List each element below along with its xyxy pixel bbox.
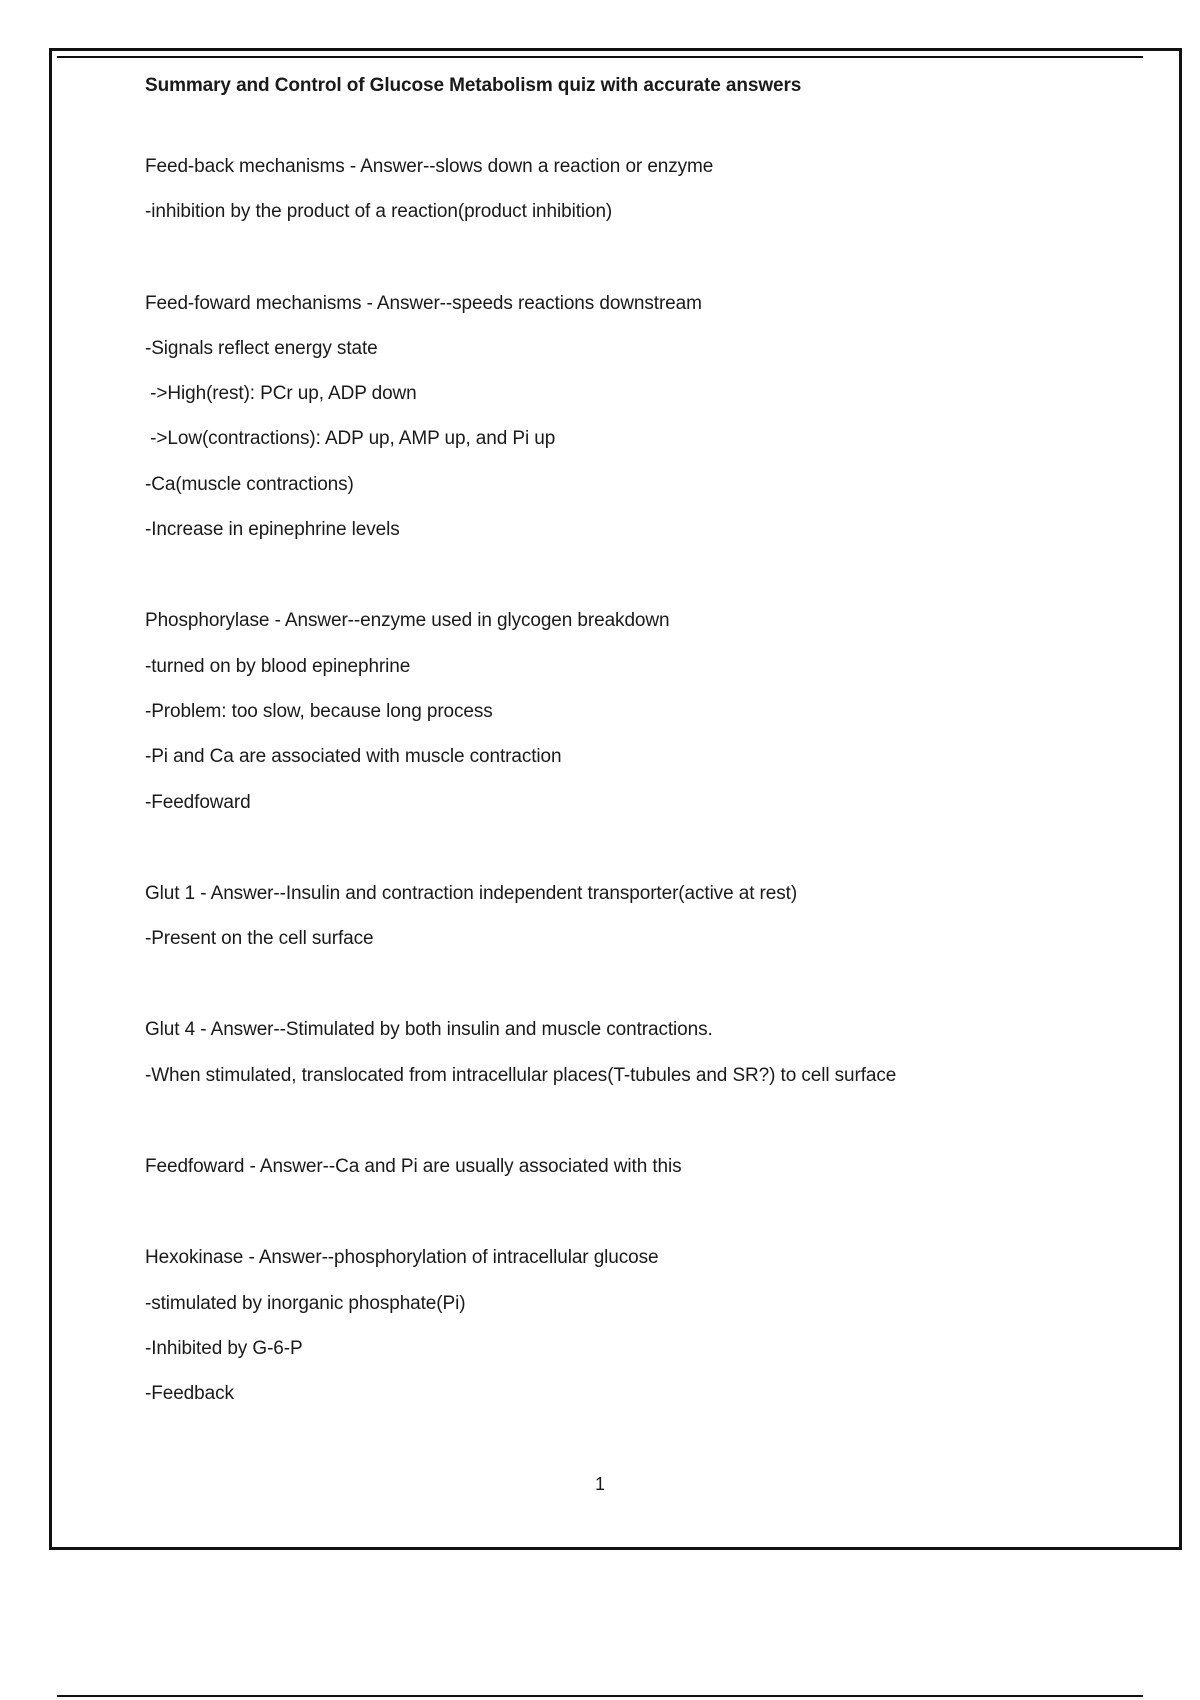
document-title: Summary and Control of Glucose Metabolism quiz with accurate answers	[145, 75, 802, 96]
qa-line: -turned on by blood epinephrine	[145, 655, 411, 677]
document-content	[145, 72, 1145, 1463]
qa-block-phosphorylase	[145, 598, 1145, 824]
qa-line: ->High(rest): PCr up, ADP down	[145, 383, 417, 405]
qa-line: Feed-foward mechanisms - Answer--speeds reactions downstream	[145, 292, 702, 314]
page-number: 1	[594, 1474, 605, 1494]
qa-line: Feedfoward - Answer--Ca and Pi are usually associated with this	[145, 1156, 682, 1178]
qa-line: -Problem: too slow, because long process	[145, 700, 493, 722]
qa-line: -Feedfoward	[145, 791, 251, 813]
qa-line: Feed-back mechanisms - Answer--slows down a reaction or enzyme	[145, 156, 714, 177]
qa-block-hexokinase	[145, 1235, 1145, 1416]
qa-block-feedforward-mechanisms	[145, 281, 1145, 553]
qa-line: -Inhibited by G-6-P	[145, 1337, 303, 1359]
qa-line: -Present on the cell surface	[145, 928, 374, 950]
qa-block-feedback-mechanisms	[145, 144, 1145, 235]
qa-block-glut4	[145, 1007, 1145, 1098]
qa-line: -When stimulated, translocated from intracellular places(T-tubules and SR?) to cell surface	[145, 1064, 897, 1086]
qa-line: Hexokinase - Answer--phosphorylation of intracellular glucose	[145, 1247, 659, 1269]
bottom-rule	[57, 1695, 1143, 1697]
qa-line: Glut 1 - Answer--Insulin and contraction independent transporter(active at rest)	[145, 882, 798, 904]
qa-block-feedforward	[145, 1144, 1145, 1189]
qa-line: Phosphorylase - Answer--enzyme used in glycogen breakdown	[145, 610, 670, 632]
qa-line: -Signals reflect energy state	[145, 337, 378, 359]
qa-line: Glut 4 - Answer--Stimulated by both insulin and muscle contractions.	[145, 1019, 713, 1041]
qa-block-glut1	[145, 871, 1145, 962]
qa-line: -Ca(muscle contractions)	[145, 473, 354, 495]
qa-line: -Feedback	[145, 1383, 234, 1405]
top-rule	[57, 56, 1143, 58]
qa-line: -inhibition by the product of a reaction(product inhibition)	[145, 201, 613, 223]
qa-line: -Pi and Ca are associated with muscle contraction	[145, 746, 562, 768]
qa-line: -Increase in epinephrine levels	[145, 519, 400, 541]
qa-line: ->Low(contractions): ADP up, AMP up, and Pi up	[145, 428, 556, 450]
qa-line: -stimulated by inorganic phosphate(Pi)	[145, 1292, 466, 1314]
